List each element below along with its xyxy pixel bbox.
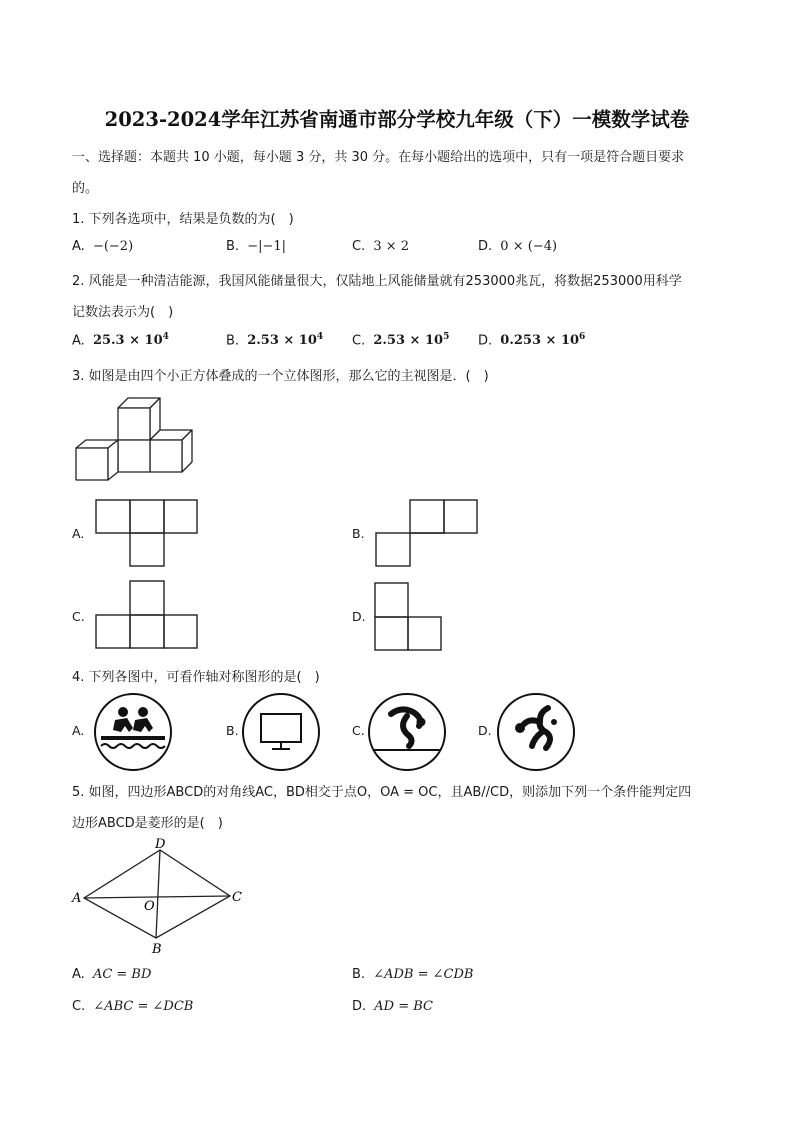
q1-stem: 1. 下列各选项中，结果是负数的为( ) bbox=[72, 212, 294, 227]
section-instructions-line2: 的。 bbox=[72, 181, 99, 196]
q2-option-d-label: D. bbox=[478, 333, 493, 349]
q4-option-a-label: A. bbox=[72, 723, 85, 738]
q2-option-d bbox=[478, 332, 585, 348]
q3-option-a-figure bbox=[95, 499, 199, 569]
q1-option-d-text: 0 × (−4) bbox=[500, 239, 558, 254]
q5-option-d-label: D. bbox=[352, 999, 367, 1014]
q1-option-b bbox=[226, 239, 286, 254]
q4-option-d-dancer-figure bbox=[496, 692, 576, 772]
q5-option-b-text: ∠ADB = ∠CDB bbox=[373, 967, 474, 982]
q1-option-a-label: A. bbox=[72, 239, 85, 254]
q2-option-c-label: C. bbox=[352, 333, 366, 349]
q3-option-c-figure bbox=[95, 580, 199, 650]
q5-label-c: C bbox=[232, 890, 242, 905]
q5-option-a-text: AC = BD bbox=[92, 967, 152, 982]
q1-option-c-text: 3 × 2 bbox=[373, 239, 410, 254]
q1-option-b-text: −|−1| bbox=[247, 239, 287, 254]
q2-option-b-label: B. bbox=[226, 333, 240, 349]
q3-option-b-label: B. bbox=[352, 526, 365, 541]
q5-option-d bbox=[352, 999, 433, 1014]
q5-stem-line1: 5. 如图，四边形ABCD的对角线AC，BD相交于点O，OA = OC，且AB//CD，则添加下列一个条件能判定四 bbox=[72, 785, 692, 800]
q5-option-a bbox=[72, 967, 151, 982]
q4-option-b-monitor-figure bbox=[241, 692, 321, 772]
q2-stem-line2: 记数法表示为( ) bbox=[72, 305, 174, 320]
q5-option-a-label: A. bbox=[72, 967, 85, 982]
q5-option-c-label: C. bbox=[72, 999, 86, 1014]
q5-label-o: O bbox=[144, 899, 155, 914]
q5-option-b bbox=[352, 967, 473, 982]
q3-stem: 3. 如图是由四个小正方体叠成的一个立体图形，那么它的主视图是．( ) bbox=[72, 369, 489, 384]
q4-option-c-gymnast-figure bbox=[367, 692, 447, 772]
q1-option-c-label: C. bbox=[352, 239, 366, 254]
q3-option-a-label: A. bbox=[72, 526, 85, 541]
q1-option-a-text: −(−2) bbox=[92, 239, 134, 254]
q4-option-d-label: D. bbox=[478, 723, 492, 738]
q3-option-b-figure bbox=[375, 499, 479, 569]
q4-option-c-label: C. bbox=[352, 723, 365, 738]
q2-option-b-base: 2.53 × 10 bbox=[247, 333, 317, 349]
q1-option-a bbox=[72, 239, 133, 254]
q4-stem: 4. 下列各图中，可看作轴对称图形的是( ) bbox=[72, 670, 320, 685]
q5-option-c-text: ∠ABC = ∠DCB bbox=[93, 999, 194, 1014]
q1-option-d bbox=[478, 239, 557, 254]
q2-option-c-base: 2.53 × 10 bbox=[373, 333, 444, 349]
q2-option-d-exp: 6 bbox=[579, 332, 586, 342]
q1-option-d-label: D. bbox=[478, 239, 493, 254]
q2-option-a-label: A. bbox=[72, 333, 85, 349]
q5-quadrilateral-figure bbox=[68, 834, 258, 958]
q5-stem-line2: 边形ABCD是菱形的是( ) bbox=[72, 816, 223, 831]
q2-option-a-base: 25.3 × 10 bbox=[92, 333, 163, 349]
q3-cube-figure bbox=[72, 394, 202, 486]
q4-option-b-label: B. bbox=[226, 723, 239, 738]
q2-option-c-exp: 5 bbox=[443, 332, 450, 342]
q5-label-b: B bbox=[152, 942, 162, 957]
q4-option-a-rowing-figure bbox=[93, 692, 173, 772]
q2-option-d-base: 0.253 × 10 bbox=[500, 333, 580, 349]
q3-option-d-label: D. bbox=[352, 609, 366, 624]
q2-option-c bbox=[352, 332, 449, 348]
q3-option-d-figure bbox=[374, 582, 446, 652]
q5-option-d-text: AD = BC bbox=[374, 999, 434, 1014]
section-instructions-line1: 一、选择题：本题共 10 小题，每小题 3 分，共 30 分。在每小题给出的选项中，只有一项是符合题目要求 bbox=[72, 150, 685, 165]
q2-stem-line1: 2. 风能是一种清洁能源，我国风能储量很大，仅陆地上风能储量就有253000兆瓦，将数据253000用科学 bbox=[72, 274, 682, 289]
q5-label-a: A bbox=[72, 891, 82, 906]
q2-option-b bbox=[226, 332, 323, 348]
page-title: 2023-2024学年江苏省南通市部分学校九年级（下）一模数学试卷 bbox=[104, 108, 690, 131]
q2-option-a bbox=[72, 332, 169, 348]
q5-label-d: D bbox=[155, 837, 166, 852]
q5-option-c bbox=[72, 999, 193, 1014]
q2-option-a-exp: 4 bbox=[162, 332, 169, 342]
q2-option-b-exp: 4 bbox=[316, 332, 324, 342]
q3-option-c-label: C. bbox=[72, 609, 85, 624]
q1-option-c bbox=[352, 239, 409, 254]
q1-option-b-label: B. bbox=[226, 239, 240, 254]
q5-option-b-label: B. bbox=[352, 967, 366, 982]
